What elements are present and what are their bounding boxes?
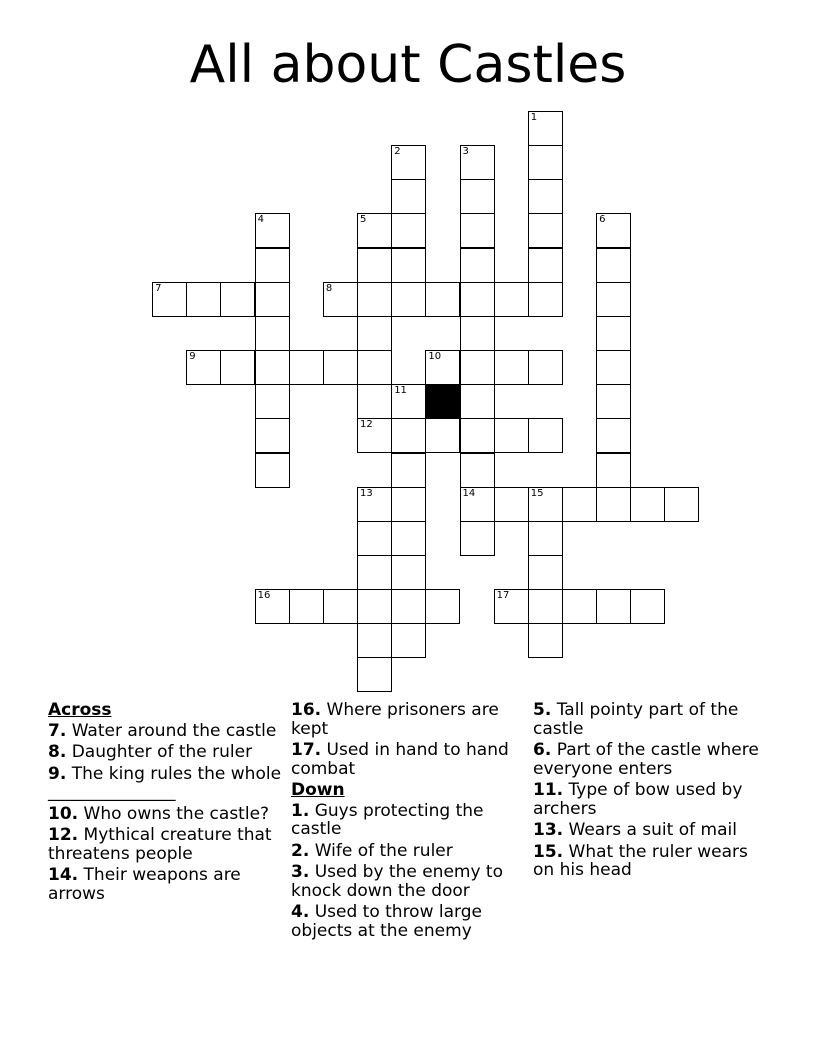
grid-cell[interactable] (528, 350, 563, 385)
grid-cell[interactable] (528, 213, 563, 248)
grid-cell[interactable] (357, 350, 392, 385)
grid-cell[interactable] (357, 555, 392, 590)
clue-across-7: 7. Water around the castle (48, 720, 277, 741)
grid-cell[interactable] (391, 453, 426, 488)
cell-number: 5 (360, 214, 367, 226)
clue-column-3 (533, 701, 773, 883)
grid-cell[interactable] (460, 487, 495, 522)
grid-cell[interactable] (528, 282, 563, 317)
clue-down-13: 13. Wears a suit of mail (533, 820, 737, 840)
grid-cell[interactable] (562, 589, 597, 624)
clue-across-17: 17. Used in hand to hand combat (291, 740, 509, 779)
clue-down-1: 1. Guys protecting the castle (291, 800, 484, 839)
grid-cell[interactable] (630, 487, 665, 522)
cell-number: 9 (189, 351, 196, 363)
grid-cell[interactable] (391, 418, 426, 453)
grid-cell[interactable] (391, 282, 426, 317)
grid-cell[interactable] (391, 589, 426, 624)
clue-down-6: 6. Part of the castle where everyone enters (533, 740, 759, 779)
black-square (425, 384, 460, 419)
grid-cell[interactable] (528, 623, 563, 658)
grid-cell[interactable] (460, 213, 495, 248)
grid-cell[interactable] (357, 282, 392, 317)
grid-cell[interactable] (596, 213, 631, 248)
cell-number: 2 (394, 146, 401, 158)
grid-cell[interactable] (255, 248, 290, 283)
grid-cell[interactable] (494, 418, 529, 453)
cell-number: 16 (257, 590, 271, 602)
grid-cell[interactable] (596, 282, 631, 317)
grid-cell[interactable] (289, 350, 324, 385)
grid-cell[interactable] (357, 213, 392, 248)
grid-cell[interactable] (494, 589, 529, 624)
clue-column-1 (48, 701, 288, 906)
down-heading: Down (291, 780, 345, 800)
grid-cell[interactable] (391, 623, 426, 658)
grid-cell[interactable] (323, 589, 358, 624)
grid-cell[interactable] (357, 316, 392, 351)
grid-cell[interactable] (255, 282, 290, 317)
grid-cell[interactable] (357, 657, 392, 692)
grid-cell[interactable] (357, 487, 392, 522)
grid-cell[interactable] (289, 589, 324, 624)
clue-down-2: 2. Wife of the ruler (291, 840, 453, 861)
grid-cell[interactable] (255, 589, 290, 624)
grid-cell[interactable] (596, 453, 631, 488)
grid-cell[interactable] (391, 521, 426, 556)
clue-column-2 (291, 701, 531, 943)
grid-cell[interactable] (357, 521, 392, 556)
grid-cell[interactable] (323, 350, 358, 385)
grid-cell[interactable] (357, 248, 392, 283)
grid-cell[interactable] (255, 418, 290, 453)
grid-cell[interactable] (630, 589, 665, 624)
grid-cell[interactable] (425, 350, 460, 385)
grid-cell[interactable] (255, 453, 290, 488)
clue-down-5: 5. Tall pointy part of the castle (533, 700, 739, 739)
grid-cell[interactable] (596, 589, 631, 624)
grid-cell[interactable] (186, 350, 221, 385)
grid-cell[interactable] (596, 418, 631, 453)
grid-cell[interactable] (596, 350, 631, 385)
grid-cell[interactable] (357, 623, 392, 658)
clue-down-15: 15. What the ruler wears on his head (533, 841, 748, 880)
grid-cell[interactable] (562, 487, 597, 522)
cell-number: 8 (325, 282, 333, 294)
grid-cell[interactable] (528, 111, 563, 146)
cell-number: 17 (496, 590, 510, 602)
cell-number: 1 (530, 112, 538, 123)
cell-number: 11 (394, 385, 407, 397)
grid-cell[interactable] (425, 589, 460, 624)
clue-across-12: 12. Mythical creature that threatens people (48, 825, 272, 864)
clue-across-8: 8. Daughter of the ruler (48, 742, 253, 762)
grid-cell[interactable] (664, 487, 699, 522)
cell-number: 3 (462, 146, 469, 158)
cell-number: 4 (257, 214, 264, 226)
grid-cell[interactable] (323, 282, 358, 317)
clue-across-14: 14. Their weapons are arrows (48, 865, 241, 904)
page-title: All about Castles (189, 35, 627, 95)
grid-cell[interactable] (391, 555, 426, 590)
grid-cell[interactable] (460, 453, 495, 488)
across-heading: Across (48, 700, 112, 720)
grid-cell[interactable] (460, 248, 495, 283)
grid-cell[interactable] (255, 213, 290, 248)
grid-cell[interactable] (596, 316, 631, 351)
cell-number: 12 (360, 419, 373, 431)
cell-number: 6 (599, 214, 606, 226)
grid-cell[interactable] (391, 213, 426, 248)
grid-cell[interactable] (596, 384, 631, 419)
grid-cell[interactable] (186, 282, 221, 317)
grid-cell[interactable] (391, 179, 426, 214)
grid-cell[interactable] (255, 384, 290, 419)
grid-cell[interactable] (391, 487, 426, 522)
clue-down-11: 11. Type of bow used by archers (533, 780, 743, 819)
grid-cell[interactable] (528, 145, 563, 180)
grid-cell[interactable] (460, 521, 495, 556)
grid-cell[interactable] (528, 418, 563, 453)
cell-number: 10 (428, 351, 442, 363)
grid-cell[interactable] (357, 384, 392, 419)
grid-cell[interactable] (220, 282, 255, 317)
clue-across-16: 16. Where prisoners are kept (291, 700, 499, 739)
grid-cell[interactable] (460, 145, 495, 180)
grid-cell[interactable] (528, 179, 563, 214)
clue-down-4: 4. Used to throw large objects at the enemy (291, 902, 482, 941)
grid-cell[interactable] (528, 555, 563, 590)
grid-cell[interactable] (357, 418, 392, 453)
grid-cell[interactable] (391, 248, 426, 283)
grid-cell[interactable] (460, 316, 495, 351)
clue-down-3: 3. Used by the enemy to knock down the door (291, 862, 503, 901)
grid-cell[interactable] (494, 487, 529, 522)
clue-across-10: 10. Who owns the castle? (48, 803, 270, 824)
cell-number: 14 (462, 487, 476, 499)
grid-cell[interactable] (596, 487, 631, 522)
grid-cell[interactable] (391, 384, 426, 419)
grid-cell[interactable] (391, 145, 426, 180)
grid-cell[interactable] (528, 248, 563, 283)
grid-cell[interactable] (152, 282, 187, 317)
grid-cell[interactable] (528, 487, 563, 522)
grid-cell[interactable] (460, 179, 495, 214)
grid-cell[interactable] (494, 282, 529, 317)
grid-cell[interactable] (220, 350, 255, 385)
grid-cell[interactable] (255, 350, 290, 385)
grid-cell[interactable] (425, 418, 460, 453)
clue-across-9: 9. The king rules the whole _______________ (48, 763, 282, 802)
grid-cell[interactable] (357, 589, 392, 624)
grid-cell[interactable] (528, 521, 563, 556)
grid-cell[interactable] (460, 418, 495, 453)
grid-cell[interactable] (460, 282, 495, 317)
grid-cell[interactable] (460, 384, 495, 419)
cell-number: 13 (360, 487, 373, 499)
cell-number: 7 (155, 282, 162, 294)
grid-cell[interactable] (528, 589, 563, 624)
cell-number: 15 (530, 487, 544, 499)
grid-cell[interactable] (494, 350, 529, 385)
grid-cell[interactable] (460, 350, 495, 385)
grid-cell[interactable] (255, 316, 290, 351)
grid-cell[interactable] (596, 248, 631, 283)
grid-cell[interactable] (425, 282, 460, 317)
